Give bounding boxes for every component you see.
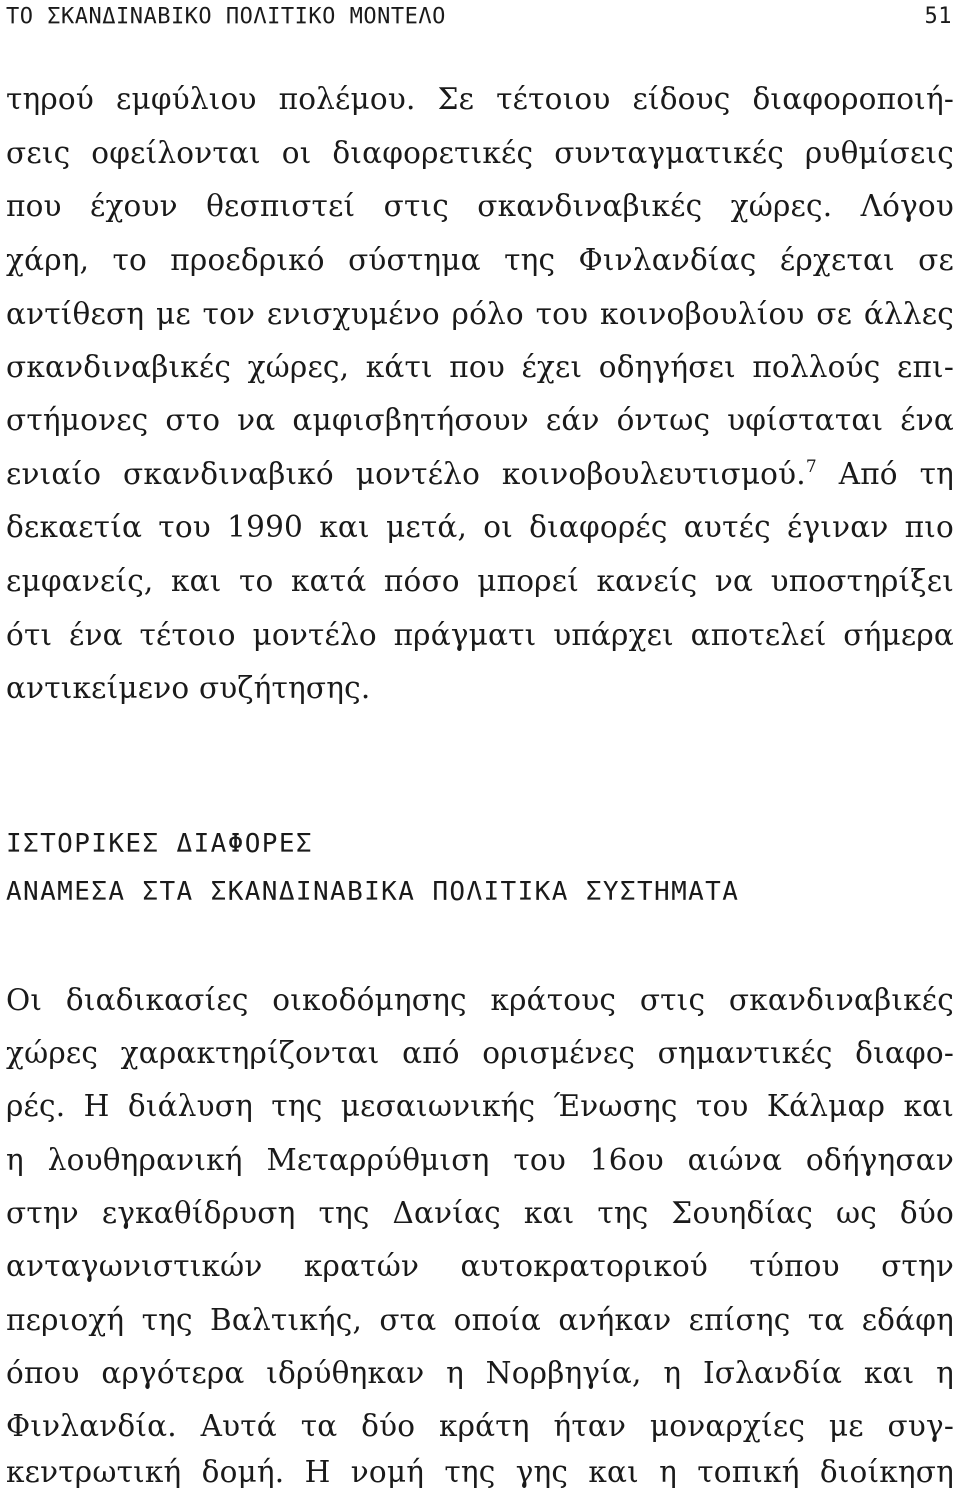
running-header <box>6 2 952 36</box>
text-line: αντικείμενο συζήτησης. <box>6 671 371 705</box>
text-line: ότι ένα τέτοιο μοντέλο πράγματι υπάρχει αποτελεί σήμερα <box>6 618 954 652</box>
text-line: ρές. Η διάλυση της μεσαιωνικής Ένωσης του Κάλμαρ και <box>6 1089 954 1123</box>
text-segment: Από τη <box>816 457 954 491</box>
text-line: χάρη, το προεδρικό σύστημα της Φινλανδίας έρχεται σε <box>6 243 954 277</box>
text-line: κεντρωτική δομή. Η νομή της γης και η τοπική διοίκηση <box>6 1455 954 1489</box>
text-line: στήμονες στο να αμφισβητήσουν εάν όντως υφίσταται ένα <box>6 403 954 437</box>
text-line: σεις οφείλονται οι διαφορετικές συνταγματικές ρυθμίσεις <box>6 136 954 170</box>
text-line: δεκαετία του 1990 και μετά, οι διαφορές αυτές έγιναν πιο <box>6 510 954 544</box>
text-line: εμφανείς, και το κατά πόσο μπορεί κανείς να υποστηρίξει <box>6 564 954 598</box>
text-line: Οι διαδικασίες οικοδόμησης κράτους στις σκανδιναβικές <box>6 983 954 1017</box>
text-line: περιοχή της Βαλτικής, στα οποία ανήκαν επίσης τα εδάφη <box>6 1303 954 1337</box>
text-segment: ενιαίο σκανδιναβικό μοντέλο κοινοβουλευτισμού. <box>6 457 806 491</box>
text-line: τηρού εμφύλιου πολέμου. Σε τέτοιου είδους διαφοροποιή- <box>6 82 954 116</box>
text-line: που έχουν θεσπιστεί στις σκανδιναβικές χώρες. Λόγου <box>6 189 954 223</box>
text-line: στην εγκαθίδρυση της Δανίας και της Σουηδίας ως δύο <box>6 1196 954 1230</box>
text-line: σκανδιναβικές χώρες, κάτι που έχει οδηγήσει πολλούς επι- <box>6 350 954 384</box>
text-line: η λουθηρανική Μεταρρύθμιση του 16ου αιώνα οδήγησαν <box>6 1143 954 1177</box>
text-line: ανταγωνιστικών κρατών αυτοκρατορικού τύπου στην <box>6 1249 954 1283</box>
text-line: χώρες χαρακτηρίζονται από ορισμένες σημαντικές διαφο- <box>6 1036 954 1070</box>
text-line <box>6 454 954 494</box>
running-title: ΤΟ ΣΚΑΝΔΙΝΑΒΙΚΟ ΠΟΛΙΤΙΚΟ ΜΟΝΤΕΛΟ <box>6 4 446 29</box>
footnote-marker[interactable]: 7 <box>805 457 817 477</box>
page-number: 51 <box>924 4 952 29</box>
section-heading-line: ΑΝΑΜΕΣΑ ΣΤΑ ΣΚΑΝΔΙΝΑΒΙΚΑ ΠΟΛΙΤΙΚΑ ΣΥΣΤΗΜΑΤΑ <box>6 877 740 907</box>
text-line: Φινλανδία. Αυτά τα δύο κράτη ήταν μοναρχίες με συγ- <box>6 1409 954 1443</box>
text-line: αντίθεση με τον ενισχυμένο ρόλο του κοινοβουλίου σε άλλες <box>6 297 954 331</box>
text-line: όπου αργότερα ιδρύθηκαν η Νορβηγία, η Ισλανδία και η <box>6 1356 954 1390</box>
section-heading-line: ΙΣΤΟΡΙΚΕΣ ΔΙΑΦΟΡΕΣ <box>6 829 313 859</box>
